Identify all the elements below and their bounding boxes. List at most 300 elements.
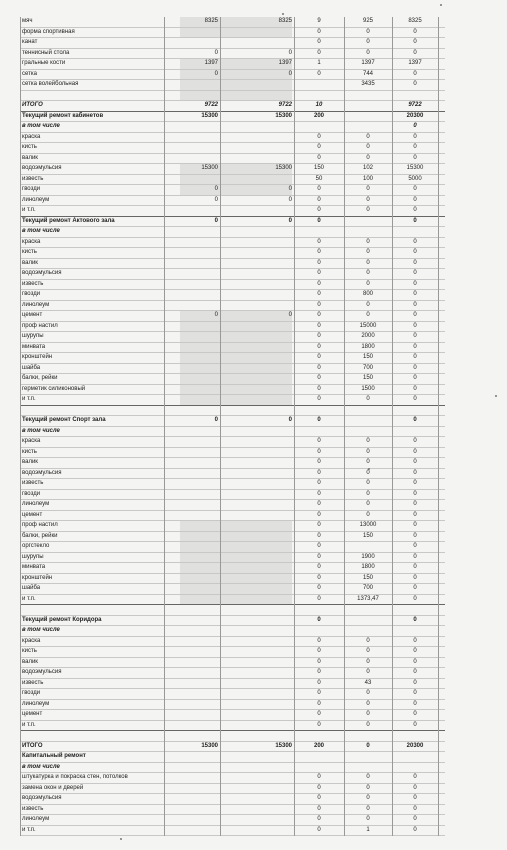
cell-e: 100 xyxy=(362,175,373,182)
table-row xyxy=(20,763,445,774)
table-row xyxy=(20,38,445,49)
cell-e: 0 xyxy=(366,448,370,455)
row-label: кронштейн xyxy=(22,574,53,581)
cell-d: 0 xyxy=(317,333,321,339)
cell-e: 150 xyxy=(362,532,373,539)
row-label: в том числе xyxy=(22,763,60,770)
table-row xyxy=(20,164,445,175)
table-row xyxy=(20,626,445,637)
row-label: балки, рейки xyxy=(22,375,58,381)
cell-d: 0 xyxy=(317,270,321,276)
row-label: линолеум xyxy=(22,196,50,203)
cell-f: 20300 xyxy=(406,742,424,749)
row-label: теннисный стола xyxy=(22,49,70,56)
row-label: линолеум xyxy=(22,301,50,308)
cell-c: 0 xyxy=(288,312,292,318)
cell-e: 0 xyxy=(366,259,370,266)
cell-f: 5000 xyxy=(408,175,422,182)
cell-f: 0 xyxy=(413,700,417,707)
cell-f: 0 xyxy=(413,711,417,717)
table-row xyxy=(20,406,445,417)
cell-d: 0 xyxy=(317,459,321,465)
table-row xyxy=(20,227,445,238)
cell-b: 0 xyxy=(214,186,218,192)
cell-b: 0 xyxy=(214,70,218,77)
cell-f: 0 xyxy=(413,679,417,686)
row-label: шайба xyxy=(22,364,41,371)
cell-d: 0 xyxy=(317,585,321,591)
cell-f: 0 xyxy=(413,459,417,465)
row-label: валик xyxy=(22,154,38,161)
cell-e: 0 xyxy=(366,658,370,665)
cell-e: 15000 xyxy=(359,322,377,329)
row-label: ИТОГО xyxy=(22,102,43,108)
row-label: проф настил xyxy=(22,322,58,329)
cell-f: 0 xyxy=(413,49,417,56)
cell-d: 0 xyxy=(317,259,321,266)
row-label: и т.п. xyxy=(22,207,36,213)
table-row xyxy=(20,637,445,648)
table-row xyxy=(20,49,445,60)
cell-e: 0 xyxy=(366,648,370,654)
table-row xyxy=(20,91,445,102)
cell-e: 0 xyxy=(366,144,370,150)
cell-e: 0 xyxy=(366,196,370,203)
cell-d: 0 xyxy=(317,669,321,675)
row-label: краска xyxy=(22,637,41,644)
table-row xyxy=(20,395,445,406)
table-row xyxy=(20,773,445,784)
table-row xyxy=(20,143,445,154)
cell-b: 15300 xyxy=(201,112,218,119)
cell-d: 0 xyxy=(317,595,321,602)
cell-f: 0 xyxy=(413,826,417,833)
cell-d: 0 xyxy=(317,207,321,213)
cell-d: 0 xyxy=(317,501,321,507)
scan-speck xyxy=(440,4,442,6)
cell-f: 0 xyxy=(413,249,417,255)
row-label: известь xyxy=(22,280,44,287)
cell-f: 0 xyxy=(413,648,417,654)
cell-e: 0 xyxy=(366,816,370,822)
cell-f: 20300 xyxy=(406,112,424,119)
cell-f: 0 xyxy=(413,438,417,444)
row-label: кисть xyxy=(22,249,37,255)
table-row xyxy=(20,521,445,532)
cell-f: 0 xyxy=(413,816,417,822)
cell-f: 0 xyxy=(413,39,417,45)
cell-d: 10 xyxy=(315,102,323,108)
cell-f: 0 xyxy=(413,564,417,570)
cell-d: 0 xyxy=(317,553,321,560)
row-label: водоэмульсия xyxy=(22,669,62,675)
cell-f: 0 xyxy=(413,217,417,224)
column-divider xyxy=(20,17,21,836)
table-row xyxy=(20,332,445,343)
cell-f: 0 xyxy=(413,721,417,728)
table-row xyxy=(20,112,445,123)
cell-e: 0 xyxy=(366,249,370,255)
table-row xyxy=(20,238,445,249)
row-label: гвозди xyxy=(22,490,41,497)
cell-c: 8325 xyxy=(278,18,292,24)
cell-f: 0 xyxy=(413,28,417,35)
cell-f: 0 xyxy=(413,690,417,696)
cell-d: 0 xyxy=(317,396,321,402)
cell-d: 0 xyxy=(317,28,321,35)
cell-e: 1500 xyxy=(361,385,375,392)
row-label: известь xyxy=(22,175,44,182)
cell-f: 0 xyxy=(413,805,417,812)
row-label: кисть xyxy=(22,648,37,654)
row-label: кисть xyxy=(22,144,37,150)
row-label: краска xyxy=(22,238,41,245)
scan-speck xyxy=(282,13,284,15)
row-label: линолеум xyxy=(22,700,50,707)
cell-f: 0 xyxy=(413,532,417,539)
cell-b: 1397 xyxy=(204,60,218,66)
cell-f: 9722 xyxy=(408,102,422,108)
table-row xyxy=(20,427,445,438)
cell-f: 15300 xyxy=(406,165,424,171)
cell-e: 0 xyxy=(366,396,370,402)
row-label: Капитальный ремонт xyxy=(22,753,86,759)
scan-speck xyxy=(368,468,370,470)
cell-f: 0 xyxy=(413,280,417,287)
row-label: цемент xyxy=(22,511,43,518)
cell-e: 0 xyxy=(366,669,370,675)
cell-e: 700 xyxy=(362,364,373,371)
cell-d: 0 xyxy=(317,564,321,570)
table-row xyxy=(20,154,445,165)
table-row xyxy=(20,553,445,564)
table-row xyxy=(20,175,445,186)
table-row xyxy=(20,17,445,28)
cell-e: 0 xyxy=(366,280,370,287)
cell-e: 700 xyxy=(362,585,373,591)
row-label: и т.п. xyxy=(22,595,36,602)
row-label: балки, рейки xyxy=(22,532,58,539)
cell-d: 1 xyxy=(317,60,321,66)
cell-f: 0 xyxy=(413,333,417,339)
table-row xyxy=(20,742,445,753)
row-label: и т.п. xyxy=(22,826,36,833)
row-label: ИТОГО xyxy=(22,742,43,749)
row-label: в том числе xyxy=(22,427,60,434)
cell-c: 15300 xyxy=(275,165,292,171)
cell-d: 0 xyxy=(317,417,321,423)
cell-d: 0 xyxy=(317,385,321,392)
cell-c: 0 xyxy=(288,186,292,192)
cell-d: 0 xyxy=(317,144,321,150)
cell-d: 0 xyxy=(317,816,321,822)
table-row xyxy=(20,605,445,616)
cell-f: 0 xyxy=(413,585,417,591)
cell-f: 0 xyxy=(413,70,417,77)
cell-f: 0 xyxy=(413,669,417,675)
cell-f: 0 xyxy=(413,795,417,801)
table-row xyxy=(20,574,445,585)
cell-e: 1373,47 xyxy=(357,595,379,602)
cell-d: 0 xyxy=(317,490,321,497)
cell-e: 13000 xyxy=(359,522,377,528)
cell-f: 0 xyxy=(413,301,417,308)
cell-e: 150 xyxy=(362,574,373,581)
cell-e: 1900 xyxy=(361,553,375,560)
cell-e: 0 xyxy=(366,28,370,35)
row-label: известь xyxy=(22,805,44,812)
cell-f: 0 xyxy=(413,207,417,213)
row-label: валик xyxy=(22,658,38,665)
row-label: известь xyxy=(22,679,44,686)
table-row xyxy=(20,59,445,70)
table-row xyxy=(20,794,445,805)
column-divider xyxy=(392,17,393,836)
cell-f: 0 xyxy=(413,469,417,476)
table-row xyxy=(20,206,445,217)
row-label: линолеум xyxy=(22,816,50,822)
cell-d: 0 xyxy=(317,322,321,329)
table-row xyxy=(20,469,445,480)
row-label: цемент xyxy=(22,711,43,717)
cell-e: 0 xyxy=(366,301,370,308)
cell-e: 0 xyxy=(366,490,370,497)
cell-d: 0 xyxy=(317,690,321,696)
cell-f: 0 xyxy=(413,196,417,203)
row-label: известь xyxy=(22,480,44,486)
cell-f: 0 xyxy=(413,490,417,497)
row-label: водоэмульсия xyxy=(22,795,62,801)
row-label: гвозди xyxy=(22,186,41,192)
row-label: шурупы xyxy=(22,333,44,339)
cell-e: 0 xyxy=(366,700,370,707)
cell-d: 0 xyxy=(317,658,321,665)
cell-f: 0 xyxy=(413,364,417,371)
table-row xyxy=(20,269,445,280)
table-row xyxy=(20,385,445,396)
cell-c: 0 xyxy=(288,217,292,224)
column-divider xyxy=(438,17,439,836)
cell-d: 0 xyxy=(317,721,321,728)
row-label: кронштейн xyxy=(22,354,53,360)
cell-e: 800 xyxy=(362,291,373,297)
cell-f: 0 xyxy=(413,522,417,528)
row-label: штукатурка и покраска стен, потолков xyxy=(22,774,128,780)
cell-e: 0 xyxy=(366,742,370,749)
table-row xyxy=(20,595,445,606)
cell-d: 0 xyxy=(317,805,321,812)
cell-b: 0 xyxy=(214,217,218,224)
cell-f: 0 xyxy=(413,784,417,791)
cell-d: 0 xyxy=(317,543,321,549)
cell-d: 0 xyxy=(317,522,321,528)
column-divider xyxy=(344,17,345,836)
scan-speck xyxy=(495,395,497,397)
cell-f: 0 xyxy=(413,448,417,455)
column-divider xyxy=(164,17,165,836)
cell-d: 0 xyxy=(317,438,321,444)
cell-b: 0 xyxy=(214,49,218,56)
cell-d: 0 xyxy=(317,784,321,791)
cell-e: 0 xyxy=(366,637,370,644)
cell-e: 1800 xyxy=(361,564,375,570)
cell-f: 8325 xyxy=(408,18,422,24)
table-row xyxy=(20,710,445,721)
row-label: канат xyxy=(22,39,38,45)
cell-f: 0 xyxy=(413,553,417,560)
cell-d: 0 xyxy=(317,312,321,318)
row-label: и т.п. xyxy=(22,721,36,728)
row-label: Текущий ремонт Спорт зала xyxy=(22,417,106,423)
cell-d: 0 xyxy=(317,70,321,77)
table-row xyxy=(20,616,445,627)
table-row xyxy=(20,815,445,826)
cell-e: 744 xyxy=(362,70,373,77)
cell-e: 3435 xyxy=(361,81,375,87)
cell-e: 0 xyxy=(366,312,370,318)
cell-f: 0 xyxy=(413,543,417,549)
table-row xyxy=(20,80,445,91)
row-label: шурупы xyxy=(22,553,44,560)
cell-e: 150 xyxy=(362,354,373,360)
cell-e: 0 xyxy=(366,469,370,476)
table-row xyxy=(20,364,445,375)
table-row xyxy=(20,196,445,207)
cell-d: 0 xyxy=(317,133,321,140)
cell-e: 0 xyxy=(366,690,370,696)
table-row xyxy=(20,668,445,679)
cell-f: 0 xyxy=(413,480,417,486)
cell-d: 0 xyxy=(317,532,321,539)
cell-e: 925 xyxy=(362,18,373,24)
column-divider xyxy=(294,17,295,836)
row-label: краска xyxy=(22,133,41,140)
cell-d: 0 xyxy=(317,616,321,623)
scan-speck xyxy=(120,838,122,840)
cell-e: 0 xyxy=(366,774,370,780)
cell-f: 0 xyxy=(413,186,417,192)
row-label: гвозди xyxy=(22,291,41,297)
cell-c: 0 xyxy=(288,417,292,423)
table-row xyxy=(20,805,445,816)
row-label: минвата xyxy=(22,564,46,570)
table-row xyxy=(20,290,445,301)
table-row xyxy=(20,479,445,490)
cell-c: 0 xyxy=(288,196,292,203)
cell-d: 0 xyxy=(317,480,321,486)
cell-f: 0 xyxy=(413,417,417,423)
cell-f: 0 xyxy=(413,291,417,297)
cell-e: 0 xyxy=(366,238,370,245)
cell-f: 0 xyxy=(413,385,417,392)
cell-e: 0 xyxy=(366,49,370,56)
cell-d: 0 xyxy=(317,711,321,717)
cell-f: 0 xyxy=(413,637,417,644)
row-label: мяч xyxy=(22,18,33,24)
table-row xyxy=(20,731,445,742)
table-row xyxy=(20,458,445,469)
cell-d: 0 xyxy=(317,154,321,161)
cell-d: 0 xyxy=(317,249,321,255)
cell-f: 0 xyxy=(413,658,417,665)
cell-d: 0 xyxy=(317,343,321,350)
cell-e: 0 xyxy=(366,795,370,801)
cell-d: 0 xyxy=(317,574,321,581)
row-label: водоэмульсия xyxy=(22,469,62,476)
cell-e: 0 xyxy=(366,721,370,728)
table-row xyxy=(20,689,445,700)
cell-d: 0 xyxy=(317,795,321,801)
table-row xyxy=(20,647,445,658)
table-row xyxy=(20,185,445,196)
row-label: Текущий ремонт Коридора xyxy=(22,616,102,623)
cell-d: 0 xyxy=(317,469,321,476)
table-row xyxy=(20,542,445,553)
cell-e: 0 xyxy=(366,270,370,276)
cell-e: 1397 xyxy=(361,60,375,66)
cell-d: 0 xyxy=(317,826,321,833)
cell-e: 2000 xyxy=(361,333,375,339)
cell-c: 1397 xyxy=(278,60,292,66)
cell-d: 0 xyxy=(317,364,321,371)
cell-c: 0 xyxy=(288,70,292,77)
table-row xyxy=(20,679,445,690)
row-label: в том числе xyxy=(22,627,60,633)
cell-f: 0 xyxy=(413,774,417,780)
cell-c: 15300 xyxy=(275,742,292,749)
cell-d: 0 xyxy=(317,679,321,686)
row-label: проф настил xyxy=(22,522,58,528)
budget-table xyxy=(20,17,445,836)
table-row xyxy=(20,511,445,522)
table-row xyxy=(20,563,445,574)
cell-d: 0 xyxy=(317,186,321,192)
cell-d: 200 xyxy=(313,112,324,119)
table-row xyxy=(20,133,445,144)
cell-b: 0 xyxy=(214,196,218,203)
cell-f: 0 xyxy=(413,616,417,623)
row-label: шайба xyxy=(22,585,41,591)
cell-e: 0 xyxy=(366,438,370,444)
row-label: оргстекло xyxy=(22,543,50,549)
table-row xyxy=(20,416,445,427)
cell-f: 0 xyxy=(413,501,417,507)
cell-d: 0 xyxy=(317,280,321,287)
cell-b: 15300 xyxy=(201,742,218,749)
cell-d: 0 xyxy=(317,648,321,654)
table-row xyxy=(20,301,445,312)
cell-c: 0 xyxy=(288,49,292,56)
cell-f: 0 xyxy=(413,322,417,329)
cell-d: 0 xyxy=(317,354,321,360)
cell-b: 0 xyxy=(214,312,218,318)
row-label: валик xyxy=(22,259,38,266)
cell-e: 0 xyxy=(366,459,370,465)
row-label: в том числе xyxy=(22,228,60,234)
cell-f: 0 xyxy=(413,259,417,266)
cell-d: 50 xyxy=(315,175,323,182)
cell-e: 0 xyxy=(366,805,370,812)
cell-d: 0 xyxy=(317,637,321,644)
cell-f: 0 xyxy=(413,123,417,129)
cell-d: 0 xyxy=(317,511,321,518)
row-label: гральные кости xyxy=(22,60,66,66)
cell-f: 0 xyxy=(413,354,417,360)
row-label: гвозди xyxy=(22,690,41,696)
table-row xyxy=(20,448,445,459)
cell-b: 9722 xyxy=(204,102,218,108)
cell-d: 0 xyxy=(317,301,321,308)
